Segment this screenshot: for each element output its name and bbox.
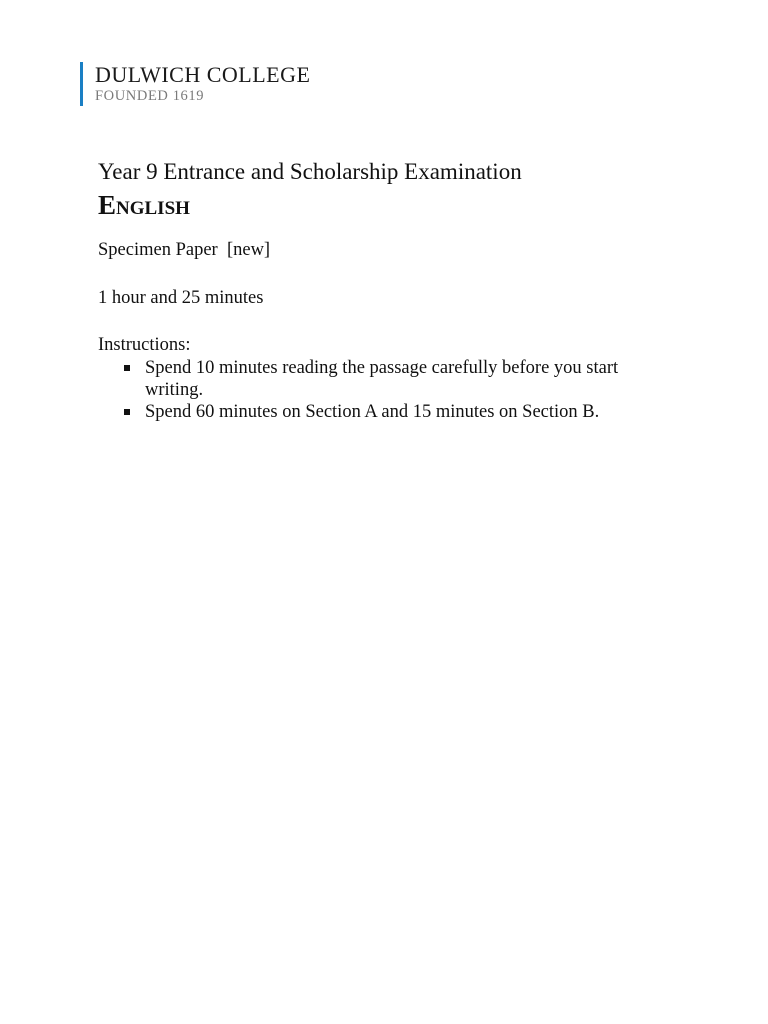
square-bullet-icon [124,365,130,371]
instructions-heading: Instructions: [98,335,191,355]
college-name: DULWICH COLLEGE [95,62,311,87]
subject-heading: English [98,190,190,220]
exam-title: Year 9 Entrance and Scholarship Examination [98,159,522,184]
instruction-item [98,357,678,401]
paper-type: Specimen Paper [new] [98,240,271,260]
square-bullet-icon [124,409,130,415]
college-logo [80,62,310,106]
instruction-text: Spend 10 minutes reading the passage carefully before you start writing. [145,358,619,400]
instruction-text: Spend 60 minutes on Section A and 15 minutes on Section B. [145,402,600,422]
college-founded: FOUNDED 1619 [95,88,205,104]
instructions-list [98,357,678,423]
exam-duration: 1 hour and 25 minutes [98,288,264,308]
instruction-item [98,401,678,423]
